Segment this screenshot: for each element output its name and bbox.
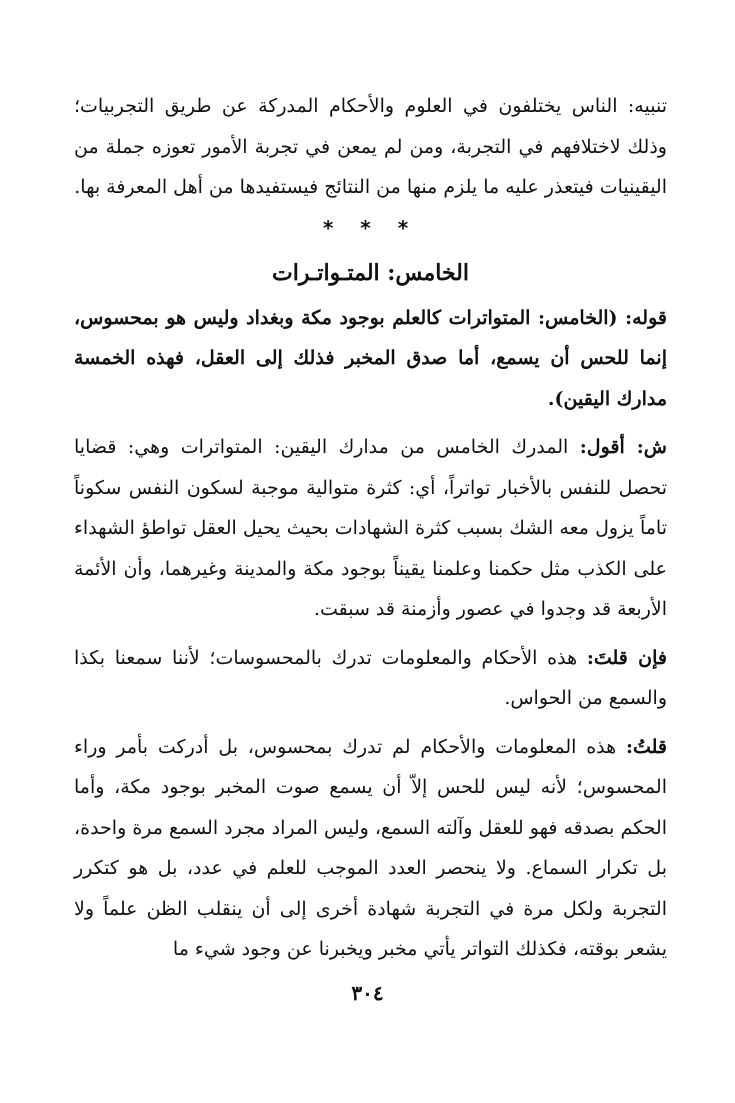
note-paragraph: تنبيه: الناس يختلفون في العلوم والأحكام المدركة عن طريق التجربيات؛ وذلك لاختلافهم في التجربة، ومن لم يمعن في تجربة الأمور تعوزه جملة من اليقينيات فيتعذر عليه ما يلزم منها من النتائج فيستفيدها من أهل المعرفة بها.: [74, 95, 667, 198]
answer-lead: قلتُ:: [625, 735, 667, 758]
commentary-paragraph: [74, 427, 667, 630]
objection-lead: فإن قلتَ:: [586, 646, 668, 669]
objection-paragraph: [74, 638, 667, 719]
section-heading: الخامس: المتـواتـرات: [272, 259, 469, 286]
quote-paragraph: قوله: (الخامس: المتواترات كالعلم بوجود مكة وبغداد وليس هو بمحسوس، إنما للحس أن يسمع، أما صدق المخبر فذلك إلى العقل، فهذه الخمسة مدارك اليقين).: [74, 306, 667, 410]
section-separator: * * *: [322, 215, 419, 240]
commentary-text: المدرك الخامس من مدارك اليقين: المتواترات وهي: قضايا تحصل للنفس بالأخبار تواتراً، أي: كثرة متوالية موجبة لسكون النفس سكوناً تاماً يزول معه الشك بسبب كثرة الشهادات بحيث يحيل العقل تواطؤ الشهداء على الكذب مثل حكمنا وعلمنا يقيناً بوجود مكة والمدينة وغيرهما، وأن الأئمة الأربعة قد وجدوا في عصور وأزمنة قد سبقت.: [74, 436, 667, 620]
text-column: [74, 86, 667, 970]
commentary-lead: ش: أقول:: [579, 436, 667, 458]
objection-text: هذه الأحكام والمعلومات تدرك بالمحسوسات؛ لأننا سمعنا بكذا والسمع من الحواس.: [74, 646, 667, 709]
answer-text: هذه المعلومات والأحكام لم تدرك بمحسوس، بل أدركت بأمر وراء المحسوس؛ لأنه ليس للحس إلاّ أن يسمع صوت المخبر بوجود مكة، وأما الحكم بصدقه فهو للعقل وآلته السمع، وليس المراد مجرد السمع مرة واحدة، بل تكرار السماع. ولا ينحصر العدد الموجب للعلم في عدد، بل هو كتكرر التجربة ولكل مرة في التجربة شهادة أخرى إلى أن ينقلب الظن علماً ولا يشعر بوقته، فكذلك التواتر يأتي مخبر ويخبرنا عن وجود شيء ما: [74, 735, 667, 960]
page-number: ٣٠٤: [351, 981, 384, 1005]
answer-paragraph: [74, 727, 667, 970]
